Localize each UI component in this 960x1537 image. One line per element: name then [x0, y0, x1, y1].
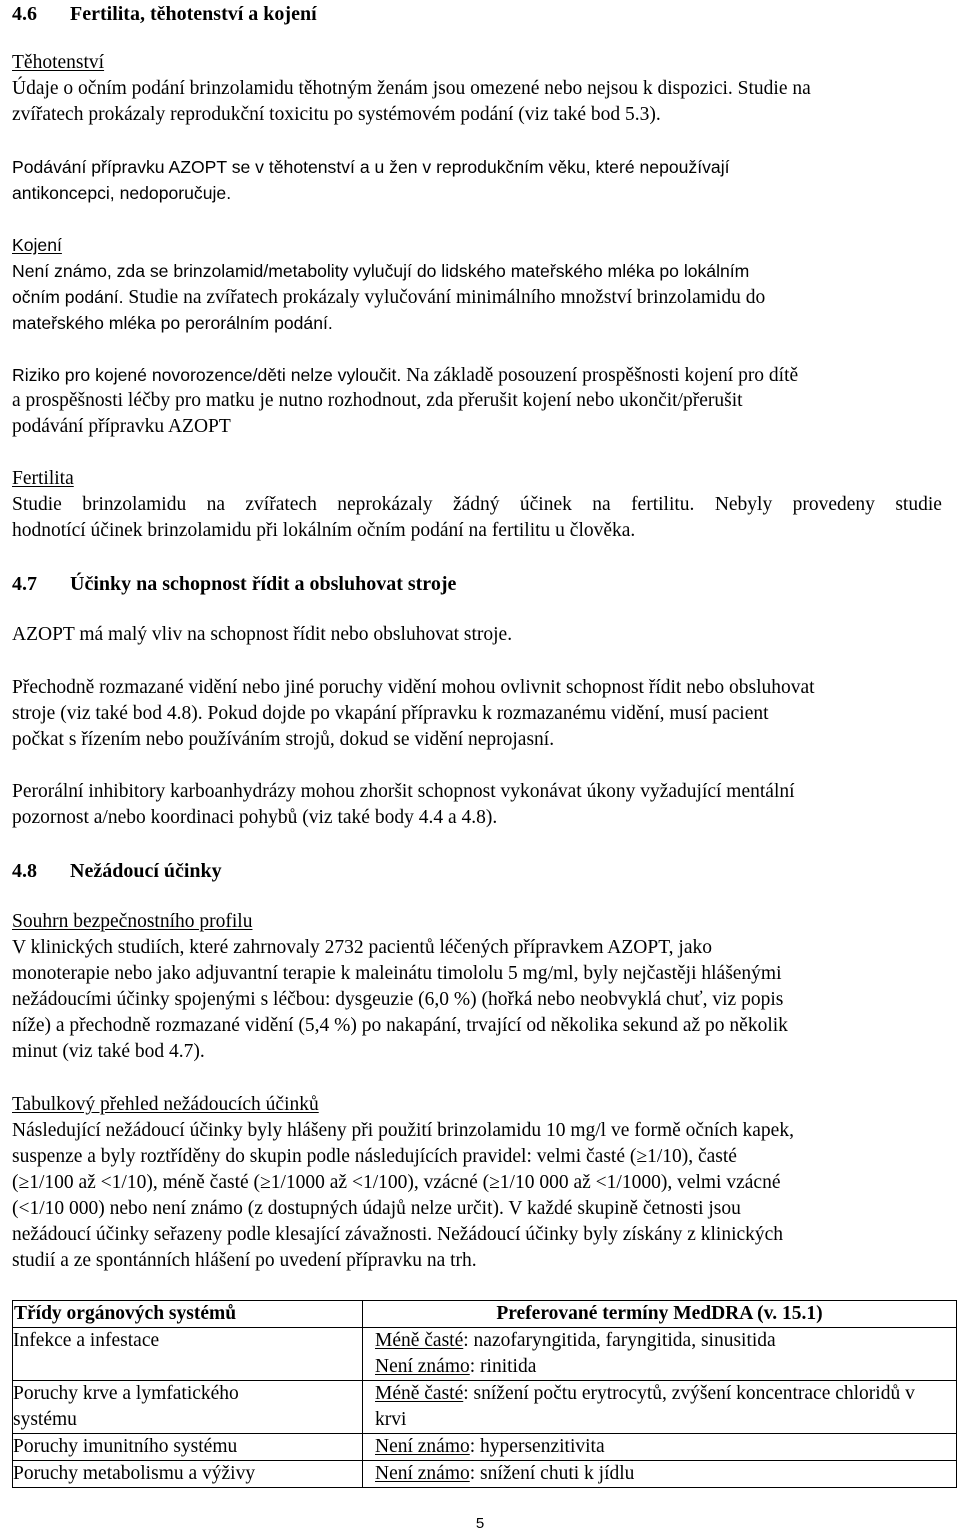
safety-summary-line: monoterapie nebo jako adjuvantní terapie k maleinátu timololu 5 mg/ml, byly nejčastěji hlášenými	[12, 963, 782, 984]
frequency-label: Méně časté	[375, 1330, 464, 1351]
pregnancy-subheading: Těhotenství	[12, 52, 105, 73]
lactation-subheading: Kojení	[12, 235, 62, 255]
driving-text-line: AZOPT má malý vliv na schopnost řídit nebo obsluhovat stroje.	[12, 624, 513, 645]
safety-summary-line: níže) a přechodně rozmazané vidění (5,4 %) po nakapání, trvající od několika sekund až po několik	[12, 1015, 788, 1036]
driving-text-line: stroje (viz také bod 4.8). Pokud dojde po vkapání přípravku k rozmazanému vidění, musí pacient	[12, 703, 769, 724]
pregnancy-text-line: zvířatech prokázaly reprodukční toxicitu po systémovém podání (viz také bod 5.3).	[12, 104, 661, 125]
table-row	[13, 1328, 957, 1381]
tabulated-list-subheading: Tabulkový přehled nežádoucích účinků	[12, 1094, 319, 1115]
soc-cell: Poruchy imunitního systému	[13, 1434, 363, 1461]
section-number: 4.8	[12, 860, 37, 882]
column-header-soc: Třídy orgánových systémů	[13, 1301, 363, 1328]
term-text: : hypersenzitivita	[469, 1436, 605, 1457]
lactation-text-line	[12, 363, 798, 388]
pregnancy-text-line: Podávání přípravku AZOPT se v těhotenství a u žen v reprodukčním věku, které nepoužívají	[12, 157, 730, 177]
tabulated-list-line: (<1/10 000) nebo není známo (z dostupných údajů nelze určit). V každé skupině četnosti jsou	[12, 1198, 741, 1219]
term-line	[375, 1354, 956, 1380]
driving-text-line: počkat s řízením nebo používáním strojů, dokud se vidění neprojasní.	[12, 729, 555, 750]
frequency-label: Není známo	[375, 1463, 470, 1484]
soc-cell: Infekce a infestace	[13, 1328, 363, 1381]
terms-cell	[363, 1381, 957, 1434]
tabulated-list-line: Následující nežádoucí účinky byly hlášeny při použití brinzolamidu 10 mg/l ve formě očních kapek,	[12, 1120, 794, 1141]
section-4-7-heading	[12, 572, 456, 596]
term-text: : snížení počtu erytrocytů, zvýšení koncentrace chloridů v krvi	[375, 1383, 915, 1430]
word: Nebyly	[714, 494, 773, 515]
fertility-subheading: Fertilita	[12, 468, 74, 489]
section-title: Nežádoucí účinky	[70, 860, 222, 882]
lactation-text-line: a prospěšnosti léčby pro matku je nutno rozhodnout, zda přerušit kojení nebo ukončit/přerušit	[12, 390, 743, 411]
lactation-text-line: Není známo, zda se brinzolamid/metabolity vylučují do lidského mateřského mléka po lokálním	[12, 261, 750, 281]
safety-summary-line: nežádoucími účinky spojenými s léčbou: dysgeuzie (6,0 %) (hořká nebo neobvyklá chuť, viz popis	[12, 989, 784, 1010]
lactation-text-line: mateřského mléka po perorálním podání.	[12, 313, 333, 333]
section-title: Účinky na schopnost řídit a obsluhovat stroje	[70, 573, 457, 595]
safety-summary-line: minut (viz také bod 4.7).	[12, 1041, 205, 1062]
word: brinzolamidu	[82, 494, 187, 515]
table-row	[13, 1434, 957, 1461]
pregnancy-text-line: antikoncepci, nedoporučuje.	[12, 183, 232, 203]
lactation-text-segment: Riziko pro kojené novorozence/děti nelze vyloučit.	[12, 365, 402, 385]
page-number: 5	[475, 1515, 485, 1532]
pregnancy-text-line: Údaje o očním podání brinzolamidu těhotným ženám jsou omezené nebo nejsou k dispozici. Studie na	[12, 78, 811, 99]
fertility-text-line-justified	[12, 493, 942, 517]
terms-cell	[363, 1461, 957, 1488]
driving-text-line: Přechodně rozmazané vidění nebo jiné poruchy vidění mohou ovlivnit schopnost řídit nebo obsluhovat	[12, 677, 815, 698]
frequency-label: Není známo	[375, 1436, 470, 1457]
word: Studie	[12, 494, 62, 515]
tabulated-list-line: nežádoucí účinky seřazeny podle klesající závažnosti. Nežádoucí účinky byly získány z klinických	[12, 1224, 784, 1245]
table-row	[13, 1461, 957, 1488]
section-number: 4.6	[12, 3, 37, 25]
word: provedeny	[792, 494, 875, 515]
term-text: : rinitida	[469, 1356, 537, 1377]
safety-summary-subheading: Souhrn bezpečnostního profilu	[12, 911, 253, 932]
column-header-meddra: Preferované termíny MedDRA (v. 15.1)	[363, 1301, 957, 1328]
word: zvířatech	[245, 494, 317, 515]
section-number: 4.7	[12, 573, 37, 595]
word: fertilitu.	[631, 494, 695, 515]
lactation-text-segment: Studie na zvířatech prokázaly vylučování minimálního množství brinzolamidu do	[123, 287, 766, 308]
driving-text-line: Perorální inhibitory karboanhydrázy mohou zhoršit schopnost vykonávat úkony vyžadující mentální	[12, 781, 795, 802]
lactation-text-segment: Na základě posouzení prospěšnosti kojení pro dítě	[401, 365, 799, 386]
fertility-text-line: hodnotící účinek brinzolamidu při lokálním očním podání na fertilitu u člověka.	[12, 520, 636, 541]
word: na	[592, 494, 611, 515]
lactation-text-line: podávání přípravku AZOPT	[12, 416, 231, 437]
term-text: : nazofaryngitida, faryngitida, sinusitida	[463, 1330, 776, 1351]
section-4-8-heading	[12, 859, 222, 883]
frequency-label: Není známo	[375, 1356, 470, 1377]
soc-cell: Poruchy metabolismu a výživy	[13, 1461, 363, 1488]
word: studie	[895, 494, 942, 515]
table-row	[13, 1381, 957, 1434]
soc-cell: Poruchy krve a lymfatického systému	[13, 1381, 363, 1434]
lactation-text-line	[12, 285, 765, 310]
tabulated-list-line: suspenze a byly roztříděny do skupin podle následujících pravidel: velmi časté (≥1/10), časté	[12, 1146, 737, 1167]
section-4-6-heading	[12, 2, 317, 26]
driving-text-line: pozornost a/nebo koordinaci pohybů (viz také body 4.4 a 4.8).	[12, 807, 498, 828]
adverse-reactions-table	[12, 1300, 957, 1488]
lactation-text-segment: očním podání.	[12, 287, 124, 307]
word: neprokázaly	[337, 494, 433, 515]
frequency-label: Méně časté	[375, 1383, 464, 1404]
terms-cell	[363, 1434, 957, 1461]
terms-cell	[363, 1328, 957, 1381]
word: žádný	[452, 494, 500, 515]
section-title: Fertilita, těhotenství a kojení	[70, 3, 317, 25]
term-text: : snížení chuti k jídlu	[469, 1463, 635, 1484]
tabulated-list-line: studií a ze spontánních hlášení po uvedení přípravku na trh.	[12, 1250, 477, 1271]
table-header-row	[13, 1301, 957, 1328]
word: účinek	[519, 494, 572, 515]
tabulated-list-line: (≥1/100 až <1/10), méně časté (≥1/1000 až <1/100), vzácné (≥1/10 000 až <1/1000), velmi vzácné	[12, 1172, 781, 1193]
safety-summary-line: V klinických studiích, které zahrnovaly 2732 pacientů léčených přípravkem AZOPT, jako	[12, 937, 712, 958]
word: na	[206, 494, 226, 515]
term-line	[375, 1328, 956, 1354]
